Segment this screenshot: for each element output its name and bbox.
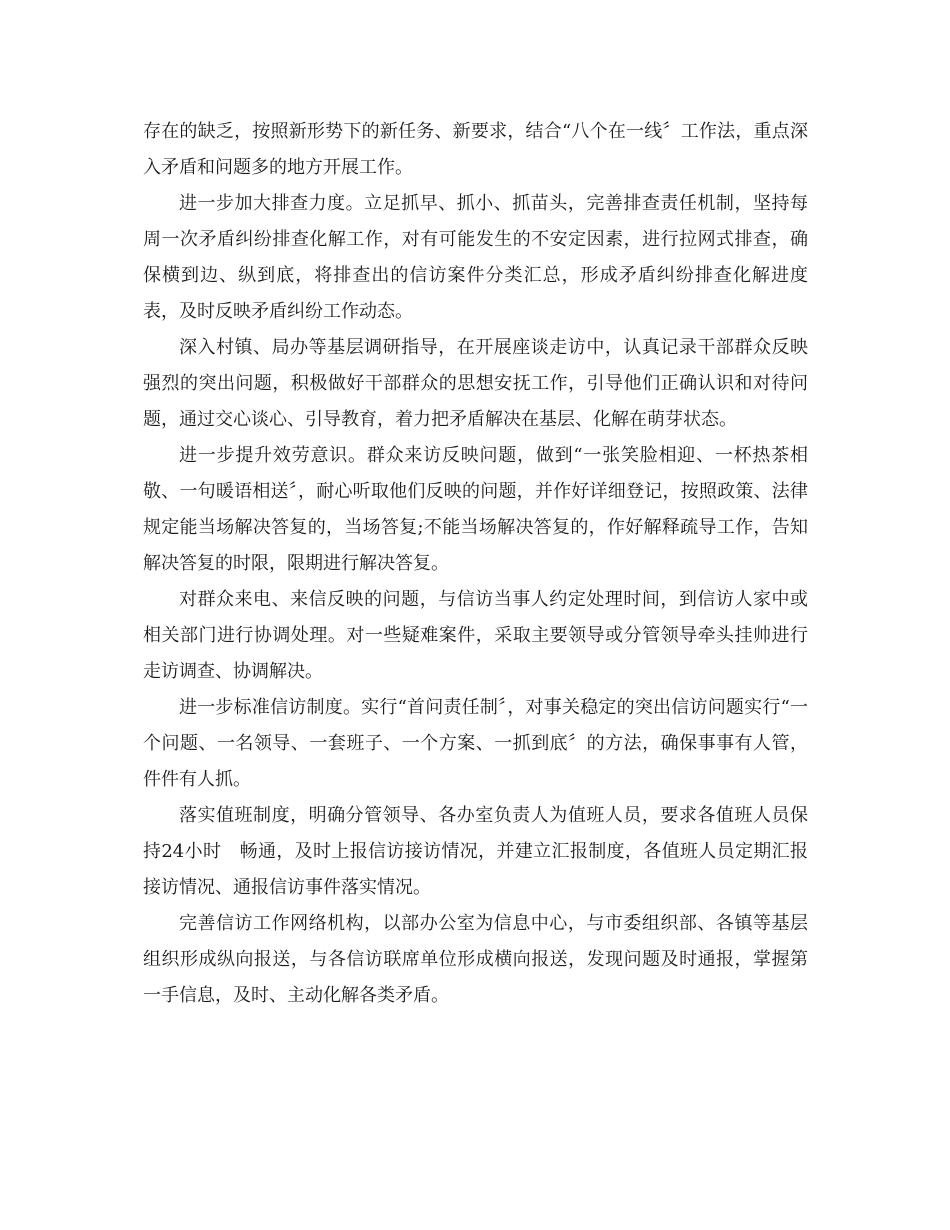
paragraph-3: 深入村镇、局办等基层调研指导，在开展座谈走访中，认真记录干部群众反映强烈的突出问题，积极做好干部群众的思想安抚工作，引导他们正确认识和对待问题，通过交心谈心、引导教育，着力把矛盾解决在基层、化解在萌芽状态。: [143, 337, 808, 430]
paragraph-7: 落实值班制度，明确分管领导、各办室负责人为值班人员，要求各值班人员保持24小时 畅通，及时上报信访接访情况，并建立汇报制度，各值班人员定期汇报接访情况、通报信访事件落实情况。: [143, 805, 808, 898]
paragraph-8: 完善信访工作网络机构，以部办公室为信息中心，与市委组织部、各镇等基层组织形成纵向报送，与各信访联席单位形成横向报送，发现问题及时通报，掌握第一手信息，及时、主动化解各类矛盾。: [143, 913, 808, 1006]
paragraph-2: 进一步加大排查力度。立足抓早、抓小、抓苗头，完善排查责任机制，坚持每周一次矛盾纠纷排查化解工作，对有可能发生的不安定因素，进行拉网式排查，确保横到边、纵到底，将排查出的信访案件分类汇总，形成矛盾纠纷排查化解进度表，及时反映矛盾纠纷工作动态。: [143, 193, 808, 322]
paragraph-1: 存在的缺乏，按照新形势下的新任务、新要求，结合“八个在一线〞工作法，重点深入矛盾和问题多的地方开展工作。: [143, 121, 808, 178]
paragraph-5: 对群众来电、来信反映的问题，与信访当事人约定处理时间，到信访人家中或相关部门进行协调处理。对一些疑难案件，采取主要领导或分管领导牵头挂帅进行走访调查、协调解决。: [143, 589, 808, 682]
paragraph-4: 进一步提升效劳意识。群众来访反映问题，做到“一张笑脸相迎、一杯热茶相敬、一句暖语相送〞，耐心听取他们反映的问题，并作好详细登记，按照政策、法律规定能当场解决答复的，当场答复;不能当场解决答复的，作好解释疏导工作，告知解决答复的时限，限期进行解决答复。: [143, 445, 808, 574]
paragraph-6: 进一步标准信访制度。实行“首问责任制〞，对事关稳定的突出信访问题实行“一个问题、一名领导、一套班子、一个方案、一抓到底〞的方法，确保事事有人管，件件有人抓。: [143, 697, 808, 790]
document-body: [143, 114, 808, 1014]
